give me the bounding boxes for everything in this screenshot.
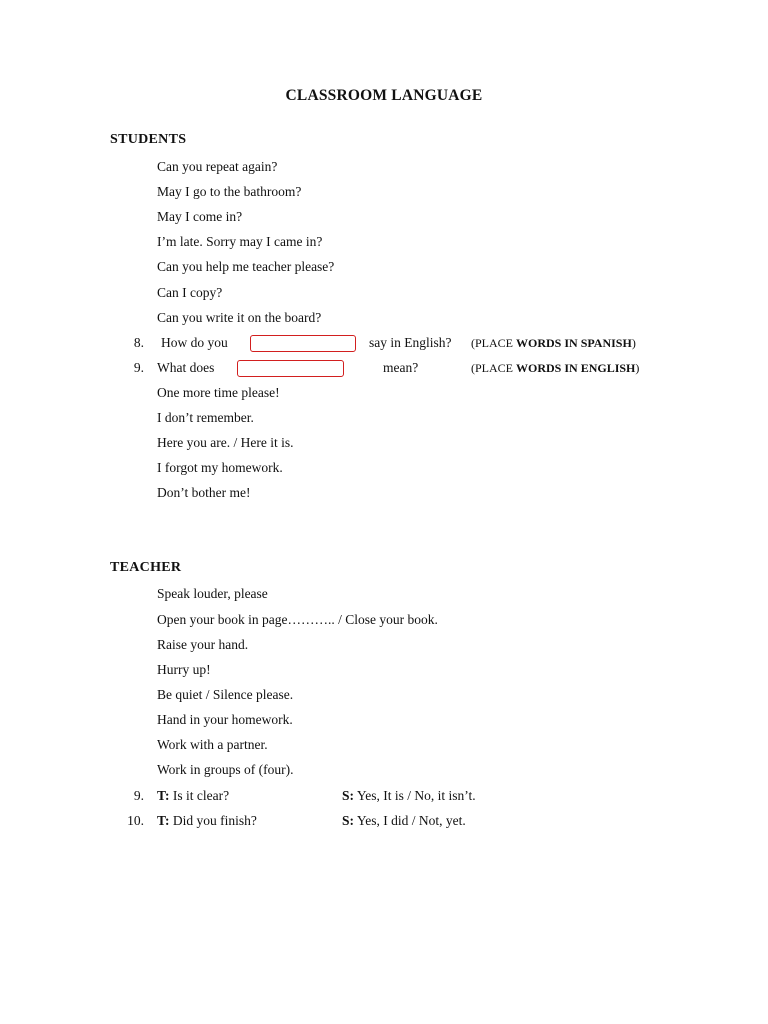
item-text: Speak louder, please	[157, 586, 268, 601]
student-reply: S: Yes, I did / Not, yet.	[342, 813, 466, 828]
item-text: Work in groups of (four).	[157, 762, 294, 777]
item-text: Don’t bother me!	[157, 485, 251, 500]
item-text-before: How do you	[161, 335, 228, 350]
item-text: Be quiet / Silence please.	[157, 687, 294, 702]
teacher-heading: TEACHER	[110, 560, 182, 575]
item-text: May I go to the bathroom?	[157, 184, 302, 199]
item-text-after: say in English?	[369, 335, 452, 350]
item-number: 9.	[133, 360, 144, 375]
student-item-9	[0, 358, 768, 378]
item-text: Here you are. / Here it is.	[157, 435, 294, 450]
spanish-word-field[interactable]	[250, 335, 356, 352]
item-text: Hand in your homework.	[157, 712, 293, 727]
students-heading: STUDENTS	[110, 132, 187, 147]
teacher-item-9	[0, 786, 768, 806]
item-text: Work with a partner.	[157, 737, 268, 752]
item-text: Can you repeat again?	[157, 159, 278, 174]
instruction-note: (PLACE WORDS IN ENGLISH)	[471, 361, 640, 375]
item-text: Can I copy?	[157, 285, 223, 300]
item-text: Hurry up!	[157, 662, 211, 677]
item-number: 9.	[133, 788, 144, 803]
item-text-before: What does	[157, 360, 215, 375]
item-text: Raise your hand.	[157, 637, 249, 652]
student-reply: S: Yes, It is / No, it isn’t.	[342, 788, 476, 803]
item-text: I’m late. Sorry may I came in?	[157, 234, 323, 249]
instruction-note: (PLACE WORDS IN SPANISH)	[471, 336, 636, 350]
item-text: Can you write it on the board?	[157, 310, 322, 325]
item-text: I forgot my homework.	[157, 460, 283, 475]
teacher-item-10	[0, 811, 768, 831]
english-word-field[interactable]	[237, 360, 344, 377]
student-item-8	[0, 333, 768, 353]
item-number: 8.	[133, 335, 144, 350]
item-text: One more time please!	[157, 385, 280, 400]
item-text: May I come in?	[157, 209, 243, 224]
item-number: 10.	[127, 813, 144, 828]
teacher-line: T: Is it clear?	[157, 788, 230, 803]
page-title: CLASSROOM LANGUAGE	[285, 87, 483, 104]
item-text: I don’t remember.	[157, 410, 254, 425]
item-text: Open your book in page……….. / Close your book.	[157, 612, 438, 627]
teacher-line: T: Did you finish?	[157, 813, 257, 828]
item-text-after: mean?	[383, 360, 419, 375]
item-text: Can you help me teacher please?	[157, 259, 335, 274]
